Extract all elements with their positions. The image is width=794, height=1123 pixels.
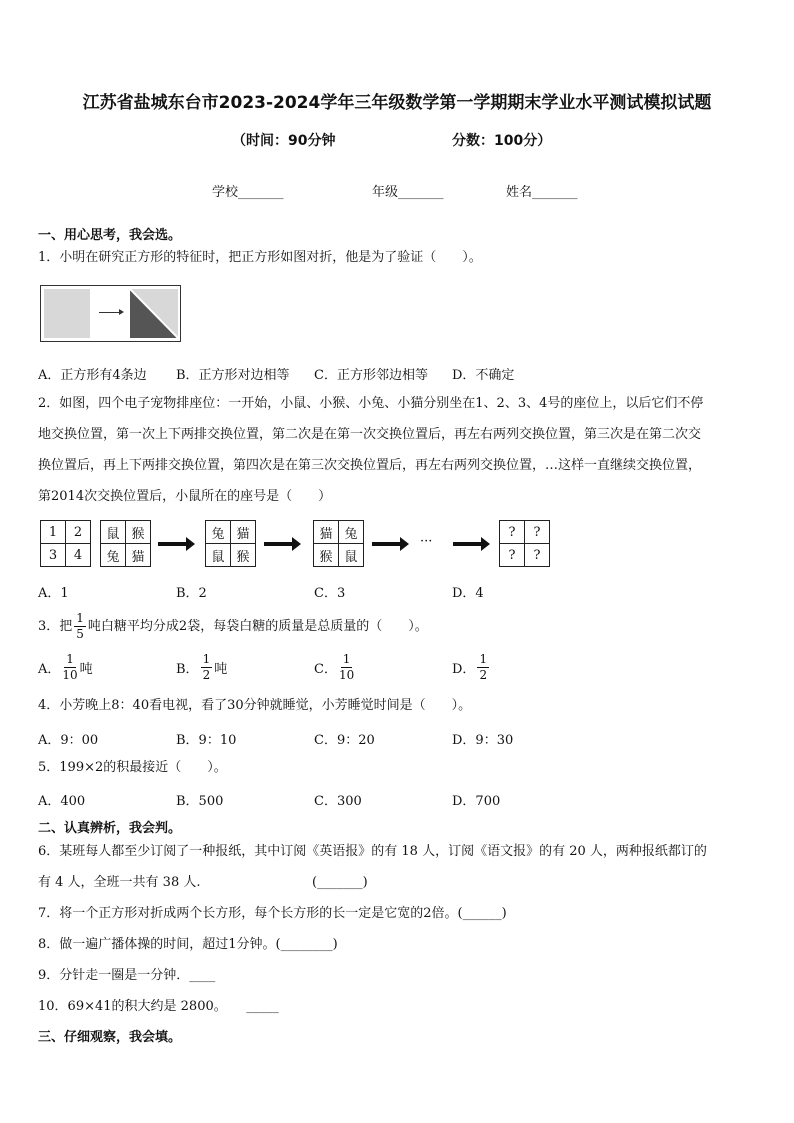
grade-field: 年级_______ — [372, 185, 444, 200]
folded-square-shape — [130, 289, 178, 338]
fraction-denominator: 5 — [76, 627, 84, 641]
seat-cell: 兔 — [339, 521, 364, 544]
arrow-4-head — [481, 537, 490, 551]
option-label: A． — [38, 662, 61, 677]
seat-cell: 猫 — [314, 521, 339, 544]
question-5-option-a: A．400 — [38, 794, 86, 809]
seat-cell: 猫 — [231, 521, 256, 544]
option-label: B． — [176, 662, 199, 677]
school-field: 学校_______ — [212, 185, 284, 200]
fold-arrow — [99, 312, 121, 313]
question-4-option-c: C．9：20 — [314, 733, 375, 748]
question-8-text: 8．做一遍广播体操的时间，超过1分钟。(________) — [38, 937, 338, 952]
question-1-option-a: A．正方形有4条边 — [38, 368, 147, 383]
seat-cell: ? — [500, 544, 525, 567]
seat-cell: ? — [525, 544, 550, 567]
seat-cell: 2 — [66, 521, 91, 544]
arrow-2-head — [292, 537, 301, 551]
fraction — [477, 652, 489, 683]
seat-cell: ? — [525, 521, 550, 544]
question-2-line-2: 地交换位置，第一次上下两排交换位置，第二次是在第一次交换位置后，再左右两列交换位置，第三次是在第二次交 — [38, 427, 702, 442]
arrow-4 — [453, 542, 483, 546]
arrow-3-head — [400, 537, 409, 551]
question-9-text: 9．分针走一圈是一分钟．____ — [38, 968, 216, 983]
question-3-option-b — [176, 652, 227, 683]
seat-cell: 兔 — [206, 521, 231, 544]
fraction — [339, 652, 354, 683]
seat-cell: 1 — [41, 521, 66, 544]
seat-grid-unknown — [499, 520, 550, 567]
seat-cell: 兔 — [101, 544, 126, 567]
arrow-3 — [372, 542, 402, 546]
question-2-option-a: A．1 — [38, 586, 69, 601]
question-5-option-d: D．700 — [452, 794, 501, 809]
question-6-line-2: 有 4 人，全班一共有 38 人. — [38, 875, 201, 890]
seat-grid-initial — [40, 520, 91, 567]
fraction-numerator: 1 — [342, 652, 351, 666]
option-unit: 吨 — [214, 662, 228, 677]
question-7-text: 7．将一个正方形对折成两个长方形，每个长方形的长一定是它宽的2倍。(______) — [38, 906, 507, 921]
question-3-prefix: 3．把 — [38, 618, 73, 634]
question-4-text: 4．小芳晚上8：40看电视，看了30分钟就睡觉，小芳睡觉时间是（ ）。 — [38, 698, 472, 713]
fraction-denominator: 10 — [338, 668, 355, 682]
fraction-denominator: 2 — [479, 668, 488, 682]
arrow-2 — [264, 542, 294, 546]
question-2-option-b: B．2 — [176, 586, 207, 601]
seat-cell: 鼠 — [339, 544, 364, 567]
name-field: 姓名_______ — [506, 185, 578, 200]
question-2-option-d: D．4 — [452, 586, 484, 601]
option-label: D． — [452, 662, 476, 677]
question-3-option-c — [314, 652, 356, 683]
question-3-suffix: 吨白糖平均分成2袋，每袋白糖的质量是总质量的（ ）。 — [87, 618, 428, 634]
option-unit: 吨 — [79, 662, 93, 677]
seat-cell: 猴 — [314, 544, 339, 567]
seat-cell: ? — [500, 521, 525, 544]
seat-grid-2 — [313, 520, 364, 567]
question-2-option-c: C．3 — [314, 586, 346, 601]
fraction-numerator: 1 — [76, 611, 84, 625]
seat-cell: 鼠 — [206, 544, 231, 567]
question-3-text — [38, 611, 428, 642]
fraction — [201, 652, 213, 683]
question-1-option-b: B．正方形对边相等 — [176, 368, 290, 383]
question-2-line-1: 2．如图，四个电子宠物排座位：一开始，小鼠、小猴、小兔、小猫分别坐在1、2、3、4号的座位上，以后它们不停 — [38, 396, 704, 411]
question-1-option-c: C．正方形邻边相等 — [314, 368, 428, 383]
ellipsis: ··· — [420, 534, 433, 549]
seat-grid-1 — [205, 520, 256, 567]
fraction — [62, 652, 77, 683]
fraction-numerator: 1 — [202, 652, 211, 666]
option-label: C． — [314, 662, 337, 677]
page-title: 江苏省盐城东台市2023-2024学年三年级数学第一学期期末学业水平测试模拟试题 — [82, 93, 712, 113]
fraction — [74, 611, 86, 642]
question-1-figure — [40, 285, 181, 342]
question-5-option-b: B．500 — [176, 794, 224, 809]
question-2-line-3: 换位置后，再上下两排交换位置，第四次是在第三次交换位置后，再左右两列交换位置，…这样一直继续交换位置， — [38, 458, 702, 473]
section-2-heading: 二、认真辨析，我会判。 — [38, 821, 182, 836]
arrow-1-head — [186, 537, 195, 551]
seat-cell: 3 — [41, 544, 66, 567]
seat-cell: 猫 — [126, 544, 151, 567]
question-5-option-c: C．300 — [314, 794, 362, 809]
square-shape — [44, 289, 90, 338]
fraction-denominator: 2 — [202, 668, 211, 682]
fraction-numerator: 1 — [66, 652, 74, 666]
seat-cell: 鼠 — [101, 521, 126, 544]
question-6-answer-blank[interactable]: (_______) — [312, 875, 368, 890]
question-1-option-d: D．不确定 — [452, 368, 515, 383]
question-5-text: 5．199×2的积最接近（ ）。 — [38, 760, 227, 775]
question-6-line-1: 6．某班每人都至少订阅了一种报纸，其中订阅《英语报》的有 18 人，订阅《语文报》的有 20 人，两种报纸都订的 — [38, 844, 707, 859]
question-4-option-d: D．9：30 — [452, 733, 514, 748]
question-3-option-d — [452, 652, 491, 683]
fraction-denominator: 10 — [62, 668, 78, 682]
question-1-text: 1．小明在研究正方形的特征时，把正方形如图对折，他是为了验证（ ）。 — [38, 250, 482, 265]
fold-arrow-head — [119, 309, 124, 315]
seat-cell: 4 — [66, 544, 91, 567]
section-3-heading: 三、仔细观察，我会填。 — [38, 1030, 182, 1045]
question-4-option-b: B．9：10 — [176, 733, 237, 748]
fraction-numerator: 1 — [479, 652, 488, 666]
question-2-line-4: 第2014次交换位置后，小鼠所在的座号是（ ） — [38, 489, 332, 504]
question-3-option-a — [38, 652, 93, 683]
question-10-text: 10．69×41的积大约是 2800。 _____ — [38, 999, 279, 1014]
question-4-option-a: A．9：00 — [38, 733, 99, 748]
seat-cell: 猴 — [231, 544, 256, 567]
score-label: 分数：100分） — [452, 133, 552, 149]
time-label: （时间：90分钟 — [232, 133, 336, 149]
seat-grid-start — [100, 520, 151, 567]
arrow-1 — [158, 542, 188, 546]
section-1-heading: 一、用心思考，我会选。 — [38, 228, 182, 243]
seat-cell: 猴 — [126, 521, 151, 544]
